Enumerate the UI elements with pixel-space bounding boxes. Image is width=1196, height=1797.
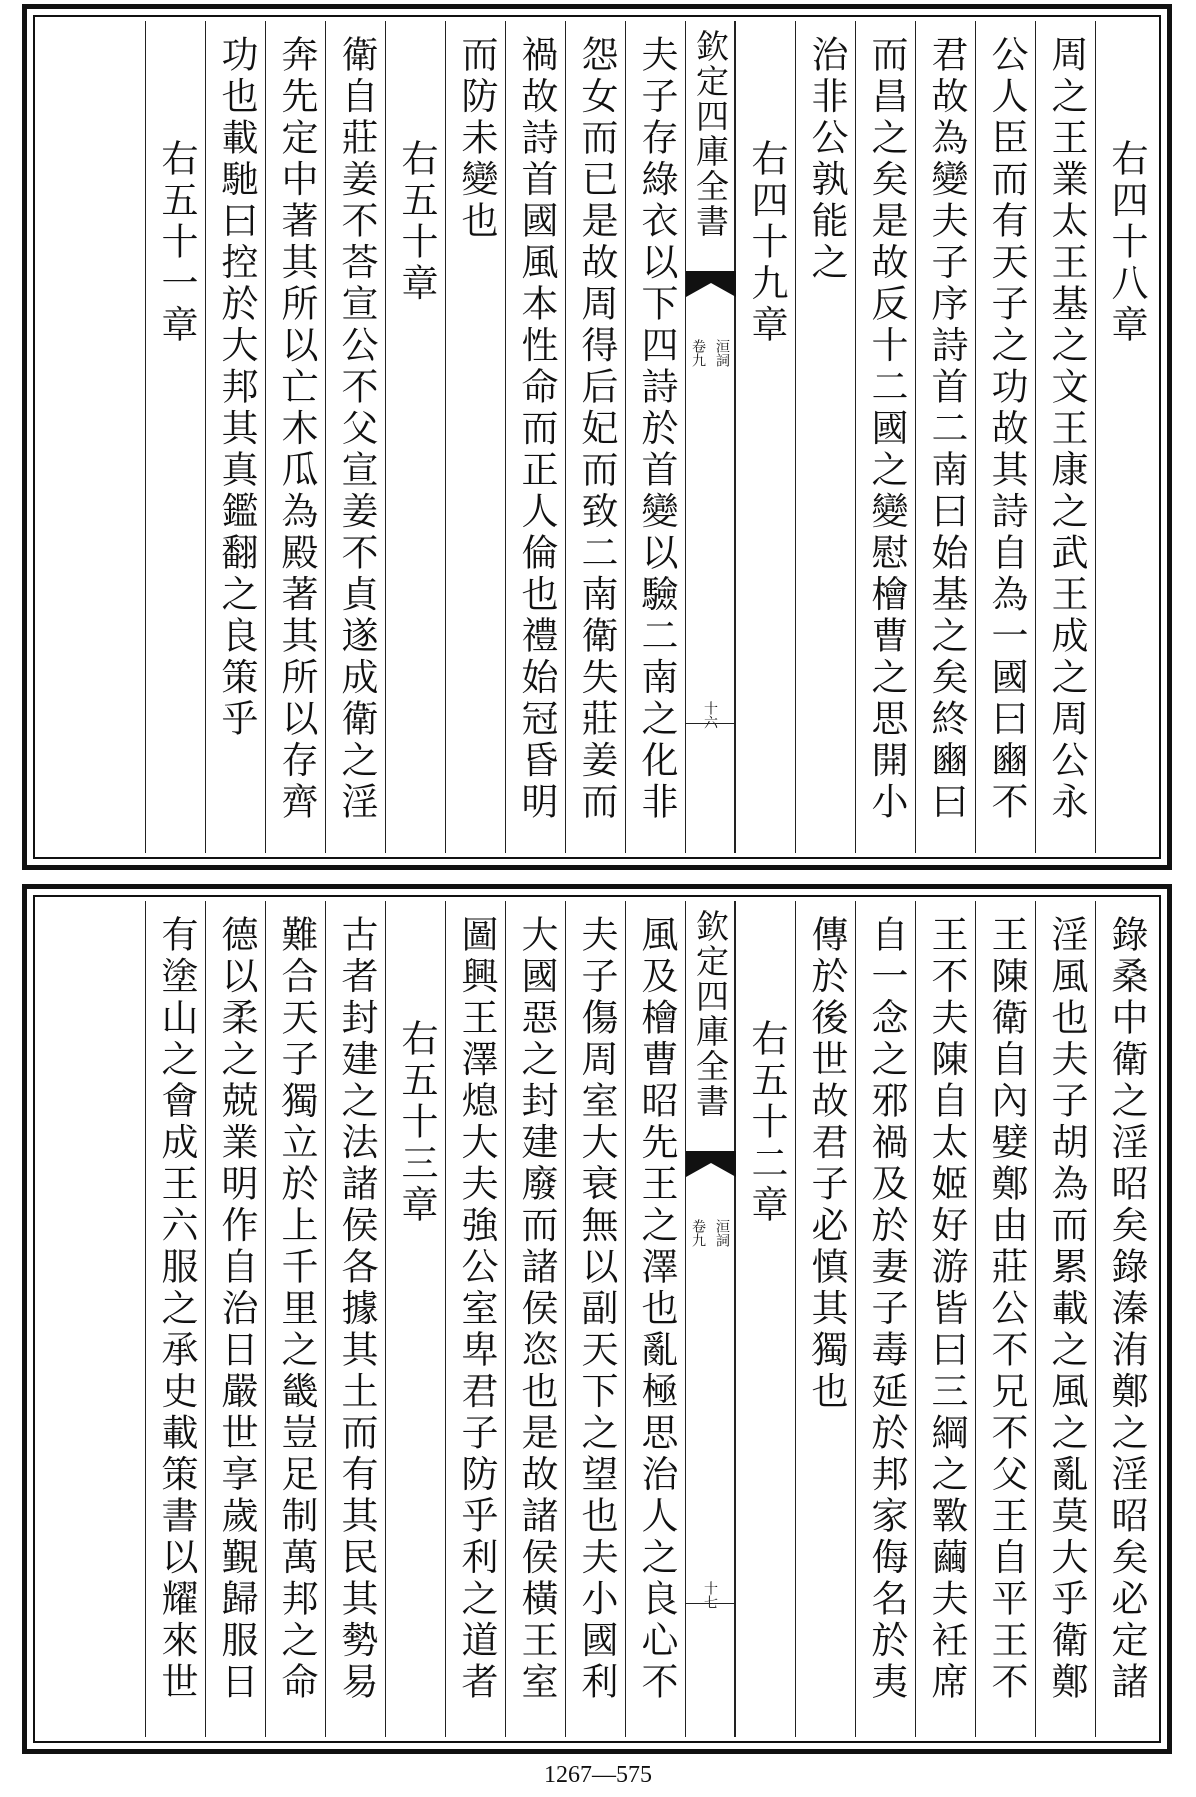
centre-title: 欽定四庫全書 [691, 909, 730, 1119]
text-column: 難合天子獨立於上千里之畿豈足制萬邦之命 [265, 901, 325, 1737]
bottom-page-columns [39, 901, 1155, 1737]
text-column: 禍故詩首國風本性命而正人倫也禮始冠昏明 [505, 21, 565, 853]
text-column: 王不夫陳自太姬好游皆曰三綱之斁繭夫衽席 [915, 901, 975, 1737]
text-column: 圖興王澤熄大夫強公室卑君子防乎利之道者 [445, 901, 505, 1737]
page-number: 1267—575 [544, 1762, 652, 1788]
centre-title: 欽定四庫全書 [691, 29, 730, 239]
text-column: 王陳衛自內嬖鄭由莊公不兄不父王自平王不 [975, 901, 1035, 1737]
text-column: 風及檜曹昭先王之澤也亂極思治人之良心不 [625, 901, 685, 1737]
book-label: 洹詞 [714, 339, 730, 367]
fish-tail-ornament [686, 271, 736, 299]
text-column: 夫子傷周室大衰無以副天下之望也夫小國利 [565, 901, 625, 1737]
text-column: 夫子存綠衣以下四詩於首變以驗二南之化非 [625, 21, 685, 853]
chapter-heading-column: 右四十八章 [1095, 21, 1155, 853]
folio-number: 十六 [702, 701, 718, 729]
text-column: 君故為變夫子序詩首二南曰始基之矣終豳曰 [915, 21, 975, 853]
text-column: 治非公孰能之 [795, 21, 855, 853]
text-column: 功也載馳曰控於大邦其真鑑翻之良策乎 [205, 21, 265, 853]
text-column: 而防未變也 [445, 21, 505, 853]
centre-band [685, 901, 735, 1737]
folio-number: 十七 [702, 1581, 718, 1609]
chapter-heading-column: 右五十一章 [145, 21, 205, 853]
text-column: 怨女而已是故周得后妃而致二南衛失莊姜而 [565, 21, 625, 853]
text-column: 錄桑中衛之淫昭矣錄溱洧鄭之淫昭矣必定諸 [1095, 901, 1155, 1737]
book-label: 洹詞 [714, 1219, 730, 1247]
text-column: 有塗山之會成王六服之承史載策書以耀來世 [145, 901, 205, 1737]
fish-tail-ornament [686, 1151, 736, 1179]
text-column: 德以柔之兢業明作自治日嚴世享歲覲歸服日 [205, 901, 265, 1737]
text-column: 奔先定中著其所以亡木瓜為殿著其所以存齊 [265, 21, 325, 853]
chapter-heading-column: 右四十九章 [735, 21, 795, 853]
text-column: 大國惡之封建廢而諸侯恣也是故諸侯橫王室 [505, 901, 565, 1737]
text-column: 公人臣而有天子之功故其詩自為一國曰豳不 [975, 21, 1035, 853]
text-column: 衛自莊姜不荅宣公不父宣姜不貞遂成衛之淫 [325, 21, 385, 853]
text-column: 周之王業太王基之文王康之武王成之周公永 [1035, 21, 1095, 853]
chapter-heading-column: 右五十三章 [385, 901, 445, 1737]
folio-rule [686, 1603, 734, 1604]
folio-rule [686, 723, 734, 724]
top-page [22, 4, 1172, 870]
bottom-page [22, 884, 1172, 1754]
text-column: 而昌之矣是故反十二國之變慰檜曹之思開小 [855, 21, 915, 853]
chapter-heading-column: 右五十二章 [735, 901, 795, 1737]
text-column: 淫風也夫子胡為而累載之風之亂莫大乎衛鄭 [1035, 901, 1095, 1737]
juan-label: 卷九 [690, 339, 706, 367]
text-column: 自一念之邪禍及於妻子毒延於邦家侮名於夷 [855, 901, 915, 1737]
text-column: 傳於後世故君子必慎其獨也 [795, 901, 855, 1737]
juan-label: 卷九 [690, 1219, 706, 1247]
top-page-columns [39, 21, 1155, 853]
chapter-heading-column: 右五十章 [385, 21, 445, 853]
text-column: 古者封建之法諸侯各據其土而有其民其勢易 [325, 901, 385, 1737]
centre-band [685, 21, 735, 853]
